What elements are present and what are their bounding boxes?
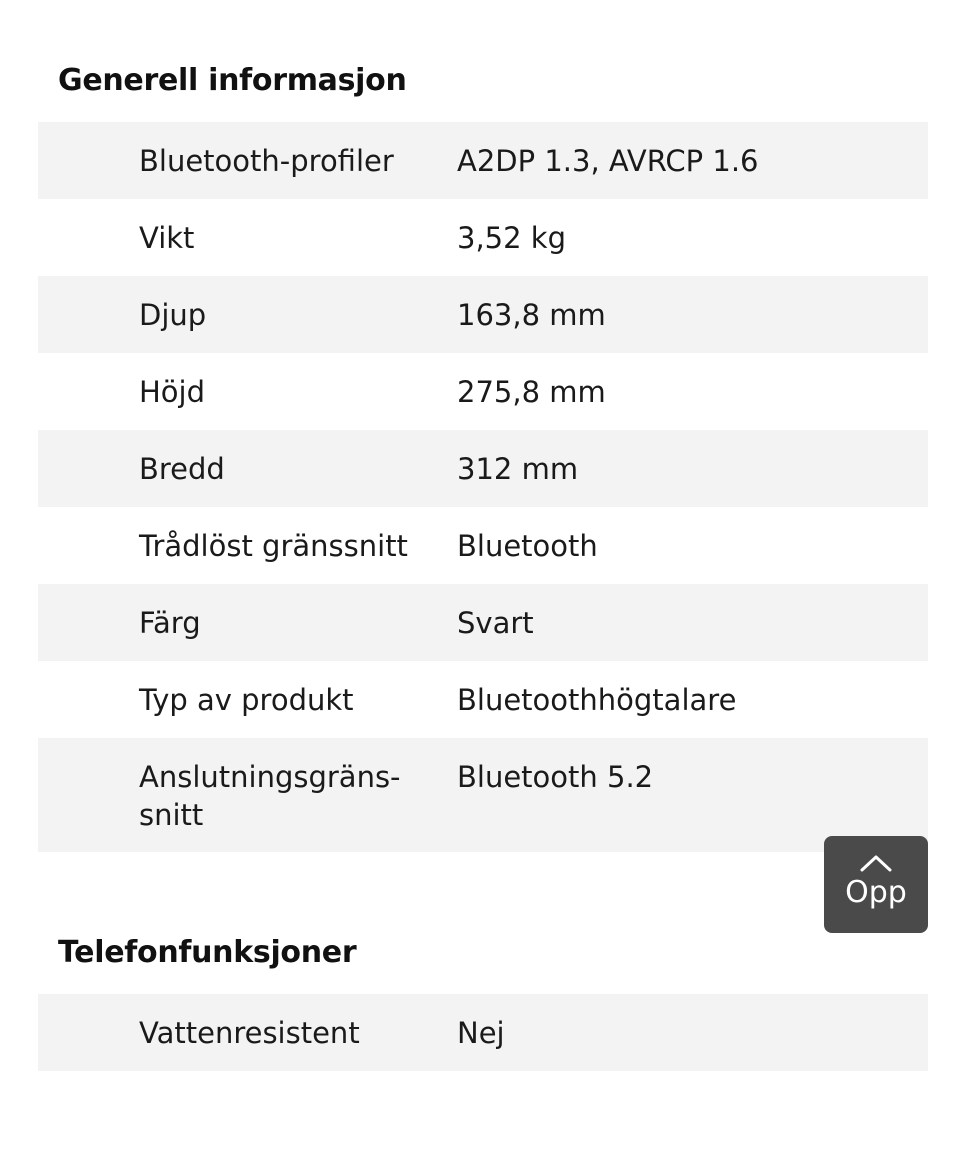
spec-row (38, 276, 928, 353)
spec-value: 3,52 kg (457, 221, 566, 255)
spec-row (38, 994, 928, 1071)
back-to-top-label: Opp (845, 875, 907, 910)
spec-row (38, 122, 928, 199)
spec-table-general-info (38, 122, 928, 852)
spec-row (38, 584, 928, 661)
spec-value: 163,8 mm (457, 298, 606, 332)
spec-value: Bluetooth 5.2 (457, 760, 654, 794)
spec-row (38, 507, 928, 584)
spec-label: Höjd (139, 375, 206, 409)
spec-row (38, 430, 928, 507)
spec-label: Färg (139, 606, 201, 640)
chevron-up-icon (858, 854, 894, 872)
spec-row (38, 661, 928, 738)
spec-label: Anslutningsgräns- snitt (139, 760, 401, 832)
spec-label: Djup (139, 298, 207, 332)
spec-value: 275,8 mm (457, 375, 606, 409)
section-title-general-info: Generell informasjon (58, 63, 407, 98)
spec-label: Trådlöst gränssnitt (139, 529, 408, 563)
section-title-phone-features: Telefonfunksjoner (58, 935, 357, 970)
spec-row (38, 353, 928, 430)
spec-value: Svart (457, 606, 534, 640)
spec-label: Typ av produkt (139, 683, 354, 717)
spec-label: Bluetooth-profiler (139, 144, 394, 178)
spec-value: Bluetooth (457, 529, 598, 563)
spec-value: 312 mm (457, 452, 579, 486)
spec-table-phone-features (38, 994, 928, 1071)
spec-label: Bredd (139, 452, 225, 486)
spec-value: A2DP 1.3, AVRCP 1.6 (457, 144, 759, 178)
spec-label: Vikt (139, 221, 195, 255)
spec-value: Nej (457, 1016, 505, 1050)
spec-row (38, 738, 928, 852)
back-to-top-button[interactable] (824, 836, 928, 933)
spec-value: Bluetoothhögtalare (457, 683, 737, 717)
spec-row (38, 199, 928, 276)
spec-label: Vattenresistent (139, 1016, 360, 1050)
